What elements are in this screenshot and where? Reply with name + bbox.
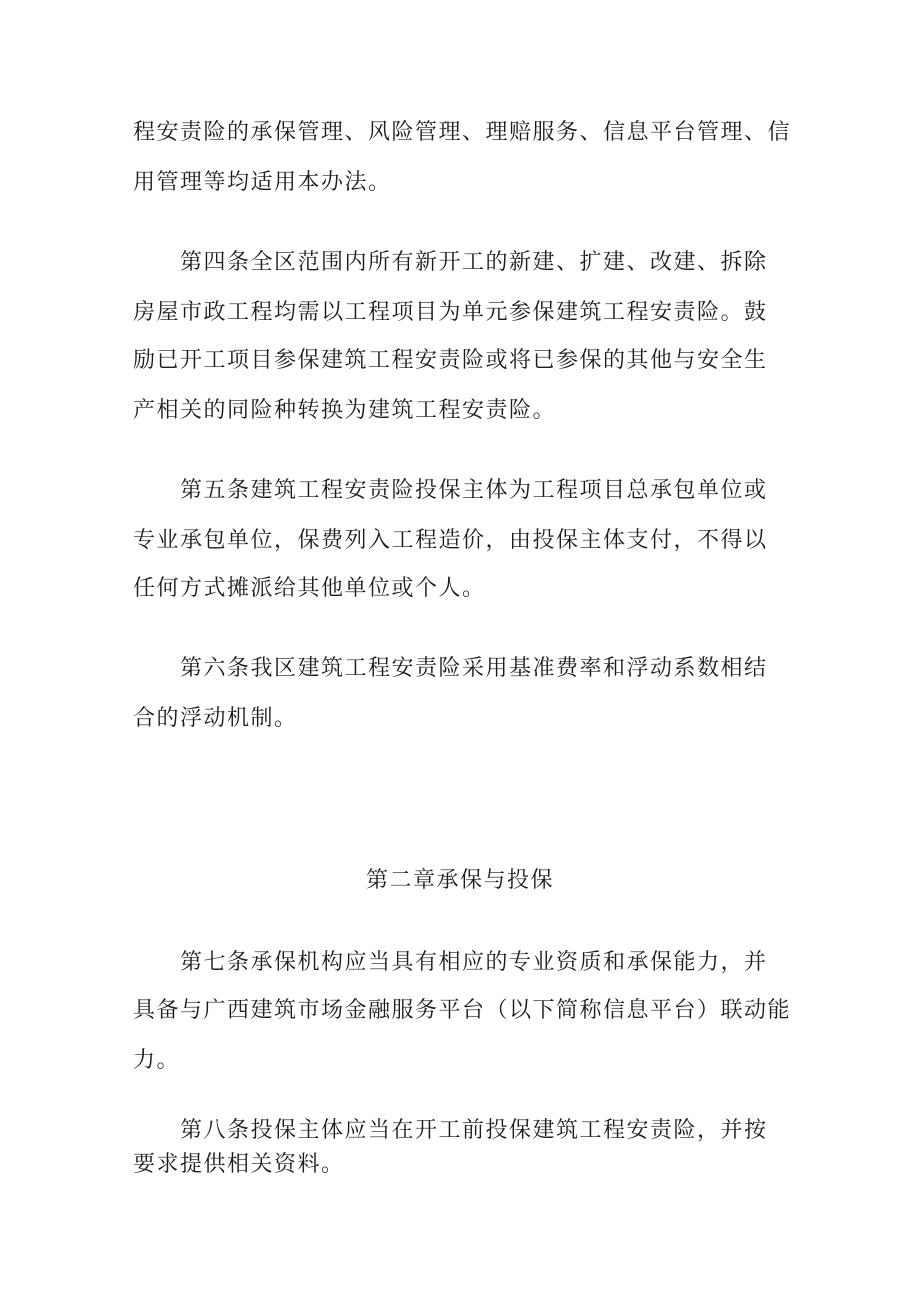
article-4-line-1: 第四条全区范围内所有新开工的新建、扩建、改建、拆除 xyxy=(133,250,768,275)
article-4-line-4: 产相关的同险种转换为建筑工程安责险。 xyxy=(133,398,557,423)
article-7-line-2: 具备与广西建筑市场金融服务平台（以下简称信息平台）联动能 xyxy=(133,998,792,1023)
article-5-line-1: 第五条建筑工程安责险投保主体为工程项目总承包单位或 xyxy=(133,478,768,503)
article-6-line-1: 第六条我区建筑工程安责险采用基准费率和浮动系数相结 xyxy=(133,656,768,681)
chapter-heading: 第二章承保与投保 xyxy=(365,868,554,893)
article-7-line-3: 力。 xyxy=(133,1048,181,1073)
article-5-line-3: 任何方式摊派给其他单位或个人。 xyxy=(133,576,486,601)
article-7-line-1: 第七条承保机构应当具有相应的专业资质和承保能力，并 xyxy=(133,950,768,975)
article-6-line-2: 合的浮动机制。 xyxy=(133,706,298,731)
article-5-line-2: 专业承包单位，保费列入工程造价，由投保主体支付，不得以 xyxy=(133,528,768,553)
article-4-line-2: 房屋市政工程均需以工程项目为单元参保建筑工程安责险。鼓 xyxy=(133,300,768,325)
article-8-line-1: 第八条投保主体应当在开工前投保建筑工程安责险，并按 xyxy=(133,1118,768,1143)
paragraph-1-line-2: 用管理等均适用本办法。 xyxy=(133,170,392,195)
article-4-line-3: 励已开工项目参保建筑工程安责险或将已参保的其他与安全生 xyxy=(133,348,768,373)
article-8-line-2: 要求提供相关资料。 xyxy=(133,1152,345,1177)
paragraph-1-line-1: 程安责险的承保管理、风险管理、理赔服务、信息平台管理、信 xyxy=(133,120,792,145)
